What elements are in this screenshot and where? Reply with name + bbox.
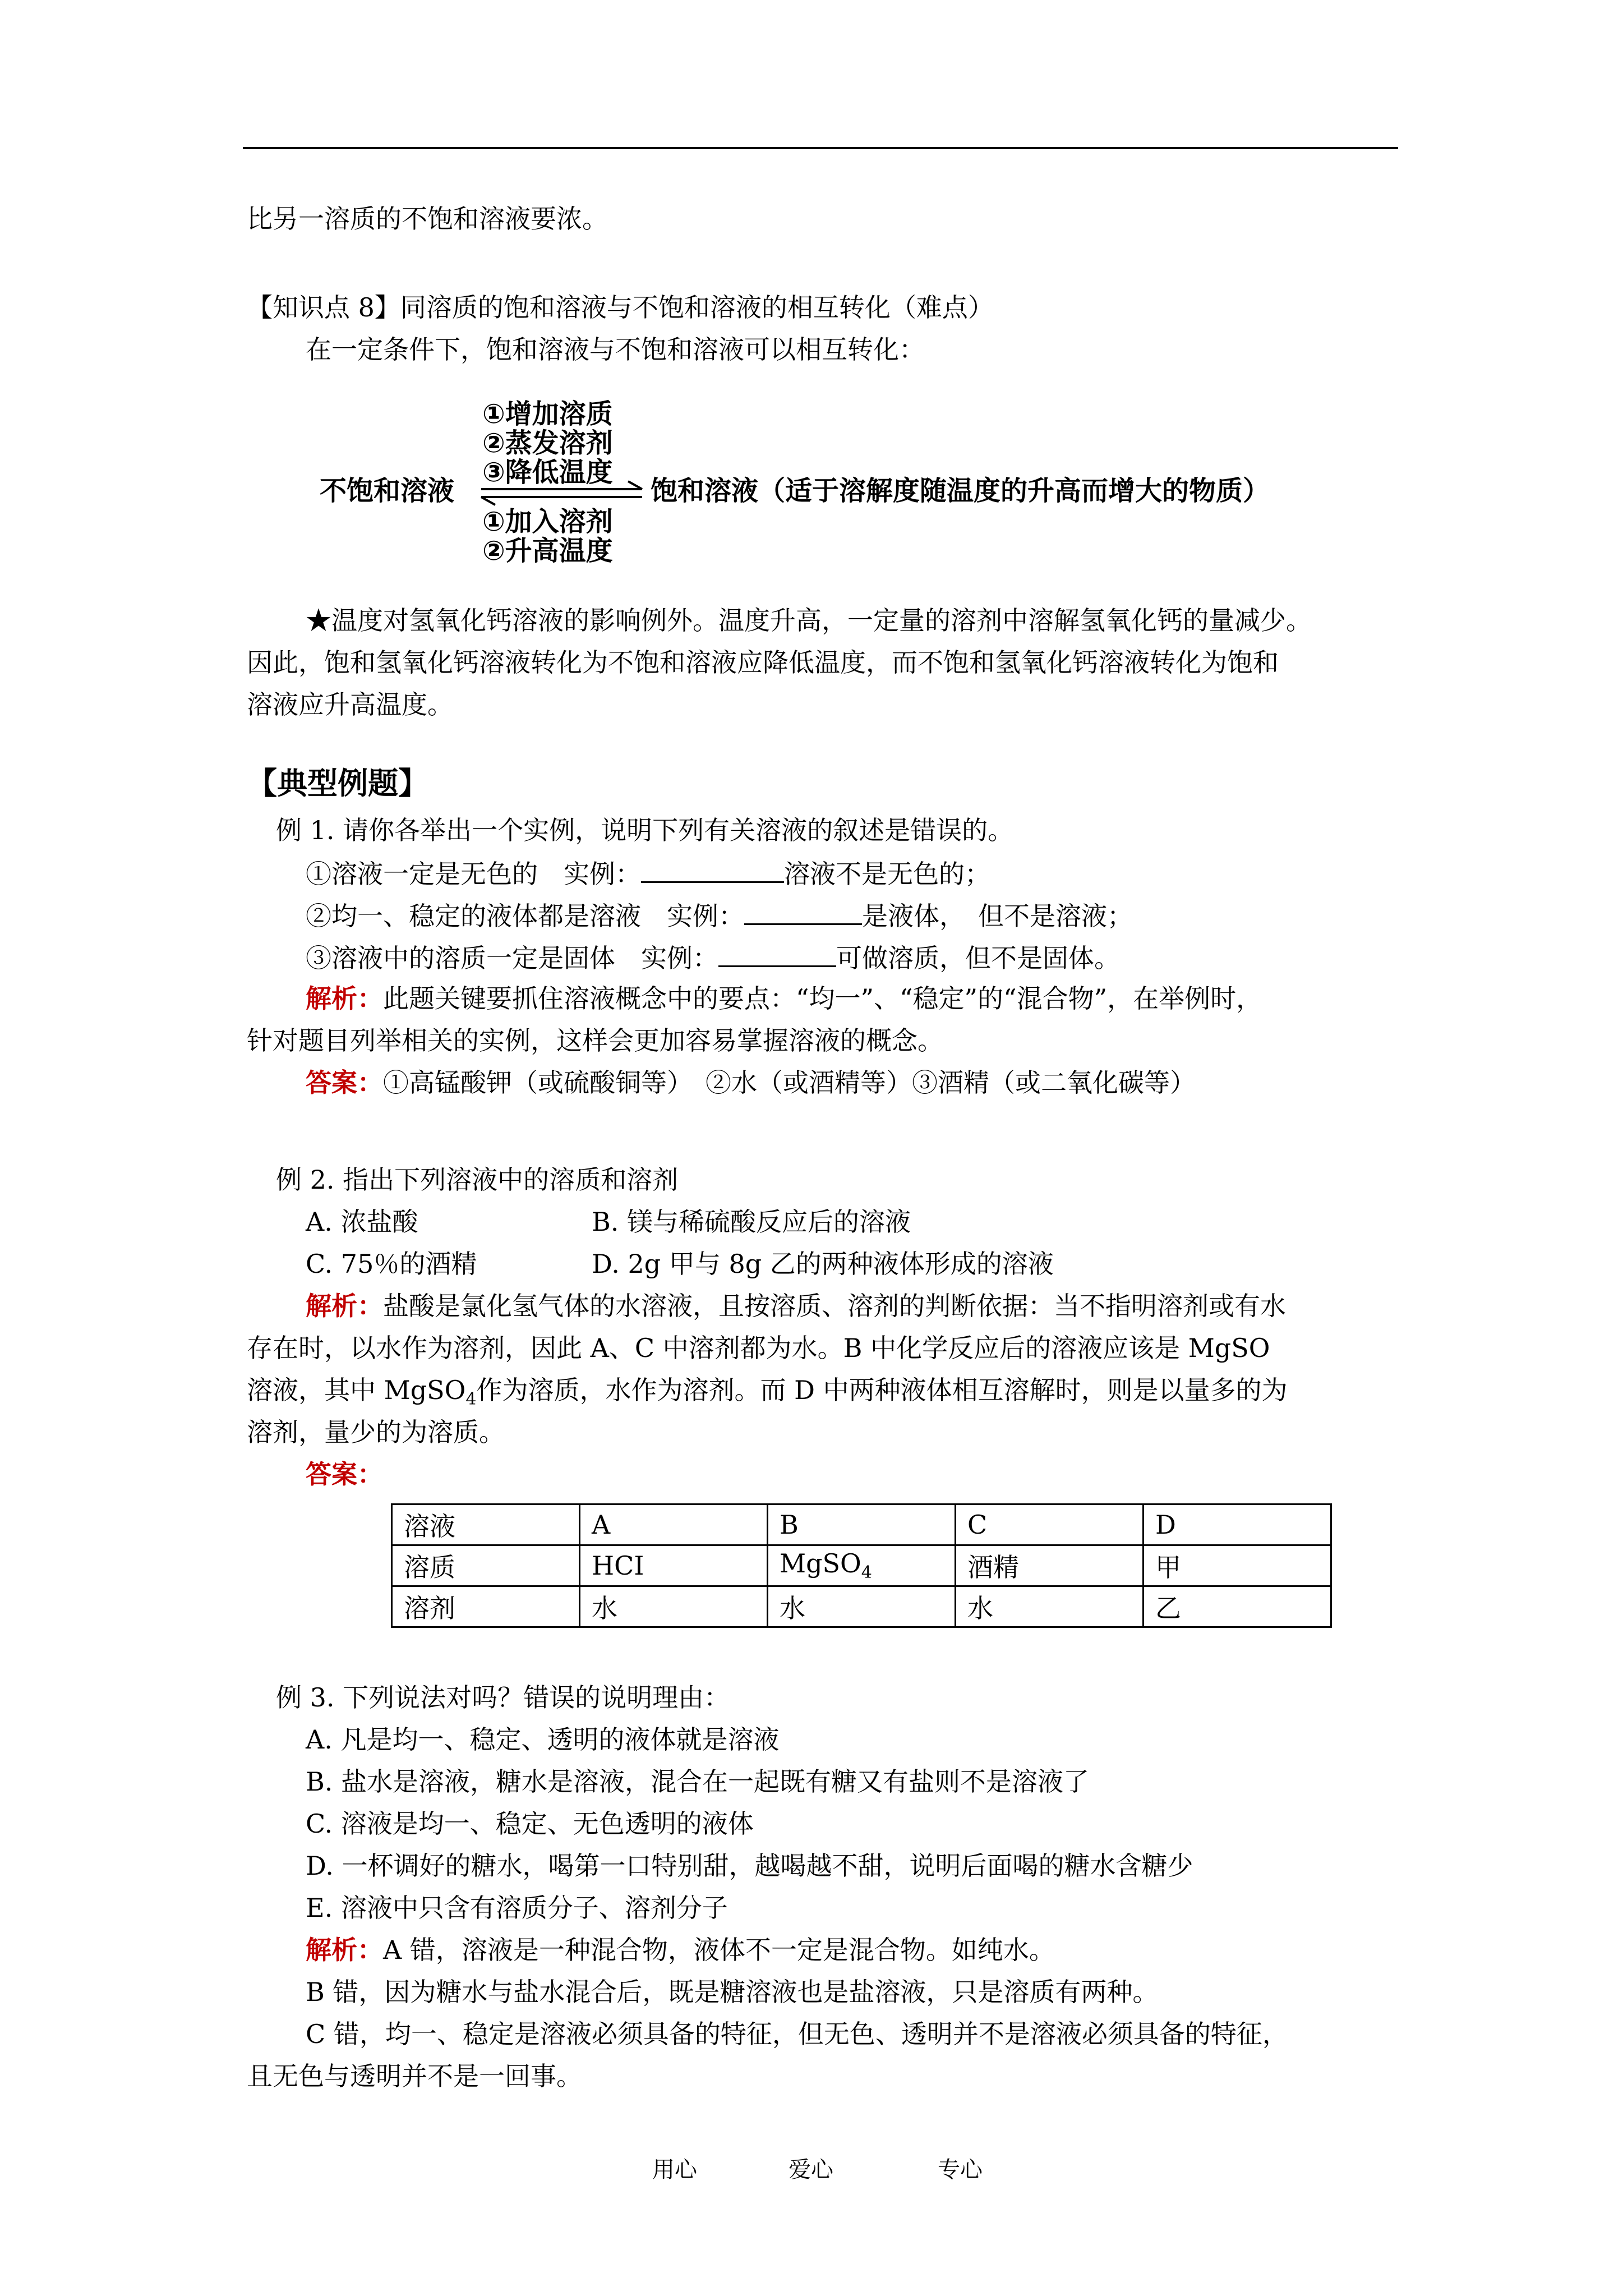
table-cell: 水 <box>768 1586 956 1627</box>
example-1-analysis-line-1: 解析：此题关键要抓住溶液概念中的要点：“均一”、“稳定”的“混合物”，在举例时， <box>306 983 1262 1014</box>
table-cell: D <box>1144 1504 1331 1545</box>
diagram-right-label: 饱和溶液（适于溶解度随温度的升高而增大的物质） <box>651 475 1270 507</box>
table-row <box>392 1504 1331 1545</box>
example-2-option-d: D. 2g 甲与 8g 乙的两种液体形成的溶液 <box>592 1249 1054 1279</box>
example-2-option-b: B. 镁与稀硫酸反应后的溶液 <box>592 1207 911 1237</box>
example-2-option-a: A. 浓盐酸 <box>306 1207 418 1237</box>
example-2-question: 例 2. 指出下列溶液中的溶质和溶剂 <box>276 1165 679 1195</box>
footer-text-1: 用心 <box>652 2157 697 2183</box>
answer-blank <box>641 857 784 883</box>
table-cell: B <box>768 1504 956 1545</box>
paragraph-continuation: 比另一溶质的不饱和溶液要浓。 <box>247 204 608 234</box>
table-cell: 水 <box>580 1586 768 1627</box>
diagram-top-2: ②蒸发溶剂 <box>482 427 613 459</box>
example-3-option-a: A. 凡是均一、稳定、透明的液体就是溶液 <box>306 1724 780 1755</box>
conversion-diagram <box>314 396 1380 576</box>
table-cell: MgSO$_4$ <box>768 1545 956 1586</box>
footer-text-3: 专心 <box>938 2157 983 2183</box>
table-row <box>392 1586 1331 1627</box>
table-cell: 溶液 <box>392 1504 580 1545</box>
table-cell: HCI <box>580 1545 768 1586</box>
example-2-analysis-line-2: 存在时，以水作为溶剂，因此 A、C 中溶剂都为水。B 中化学反应后的溶液应该是 MgSO <box>247 1333 1270 1363</box>
example-1-item-2: ②均一、稳定的液体都是溶液 实例： 是液体， 但不是溶液； <box>306 899 1133 932</box>
example-3-analysis-line-3: C 错，均一、稳定是溶液必须具备的特征，但无色、透明并不是溶液必须具备的特征， <box>306 2019 1288 2049</box>
example-1-item-1: ①溶液一定是无色的 实例： 溶液不是无色的； <box>306 857 990 890</box>
example-3-option-c: C. 溶液是均一、稳定、无色透明的液体 <box>306 1809 754 1839</box>
example-1-analysis-line-2: 针对题目列举相关的实例，这样会更加容易掌握溶液的概念。 <box>247 1025 943 1056</box>
example-2-analysis-line-1: 解析：盐酸是氯化氢气体的水溶液，且按溶质、溶剂的判断依据：当不指明溶剂或有水 <box>306 1291 1286 1321</box>
star-note-line-1: ★温度对氢氧化钙溶液的影响例外。温度升高，一定量的溶剂中溶解氢氧化钙的量减少。 <box>306 605 1312 636</box>
example-3-analysis-line-2: B 错，因为糖水与盐水混合后，既是糖溶液也是盐溶液，只是溶质有两种。 <box>306 1977 1159 2007</box>
answer-blank <box>744 899 862 925</box>
example-1-item-3: ③溶液中的溶质一定是固体 实例： 可做溶质，但不是固体。 <box>306 941 1120 974</box>
knowledge-point-8-title: 【知识点 8】同溶质的饱和溶液与不饱和溶液的相互转化（难点） <box>247 292 994 323</box>
table-cell: C <box>956 1504 1144 1545</box>
table-cell: 酒精 <box>956 1545 1144 1586</box>
example-2-analysis-line-3: 溶液，其中 MgSO$_4$作为溶质，水作为溶剂。而 D 中两种液体相互溶解时，则是以量多的为 <box>247 1375 1288 1410</box>
table-cell: 水 <box>956 1586 1144 1627</box>
table-cell: 乙 <box>1144 1586 1331 1627</box>
section-title: 【典型例题】 <box>247 765 428 801</box>
example-3-analysis-line-1: 解析：A 错，溶液是一种混合物，液体不一定是混合物。如纯水。 <box>306 1935 1055 1965</box>
example-2-analysis-line-4: 溶剂，量少的为溶质。 <box>247 1417 505 1447</box>
example-1-question: 例 1. 请你各举出一个实例，说明下列有关溶液的叙述是错误的。 <box>276 815 1014 845</box>
example-2-answer-label: 答案： <box>306 1459 383 1489</box>
answer-table <box>391 1503 1332 1628</box>
knowledge-point-8-intro: 在一定条件下，饱和溶液与不饱和溶液可以相互转化： <box>306 334 925 365</box>
example-3-analysis-line-4: 且无色与透明并不是一回事。 <box>247 2061 582 2091</box>
header-rule <box>243 147 1398 149</box>
example-2-option-c: C. 75％的酒精 <box>306 1249 477 1279</box>
diagram-bottom-2: ②升高温度 <box>482 535 613 567</box>
example-3-option-d: D. 一杯调好的糖水，喝第一口特别甜，越喝越不甜，说明后面喝的糖水含糖少 <box>306 1851 1193 1881</box>
table-row <box>392 1545 1331 1586</box>
diagram-top-1: ①增加溶质 <box>482 398 613 430</box>
diagram-top-3: ③降低温度 <box>482 457 613 488</box>
star-note-line-2: 因此，饱和氢氧化钙溶液转化为不饱和溶液应降低温度，而不饱和氢氧化钙溶液转化为饱和 <box>247 647 1279 678</box>
table-cell: 甲 <box>1144 1545 1331 1586</box>
star-note-line-3: 溶液应升高温度。 <box>247 689 453 720</box>
example-1-answer: 答案：①高锰酸钾（或硫酸铜等） ②水（或酒精等）③酒精（或二氧化碳等） <box>306 1068 1196 1098</box>
example-3-option-b: B. 盐水是溶液，糖水是溶液，混合在一起既有糖又有盐则不是溶液了 <box>306 1766 1090 1797</box>
answer-blank <box>718 941 836 967</box>
diagram-bottom-1: ①加入溶剂 <box>482 506 613 537</box>
table-cell: 溶剂 <box>392 1586 580 1627</box>
table-cell: 溶质 <box>392 1545 580 1586</box>
diagram-left-label: 不饱和溶液 <box>320 475 455 507</box>
footer-text-2: 爱心 <box>789 2157 833 2183</box>
example-3-question: 例 3. 下列说法对吗？错误的说明理由： <box>276 1682 730 1713</box>
table-cell: A <box>580 1504 768 1545</box>
example-3-option-e: E. 溶液中只含有溶质分子、溶剂分子 <box>306 1893 728 1923</box>
